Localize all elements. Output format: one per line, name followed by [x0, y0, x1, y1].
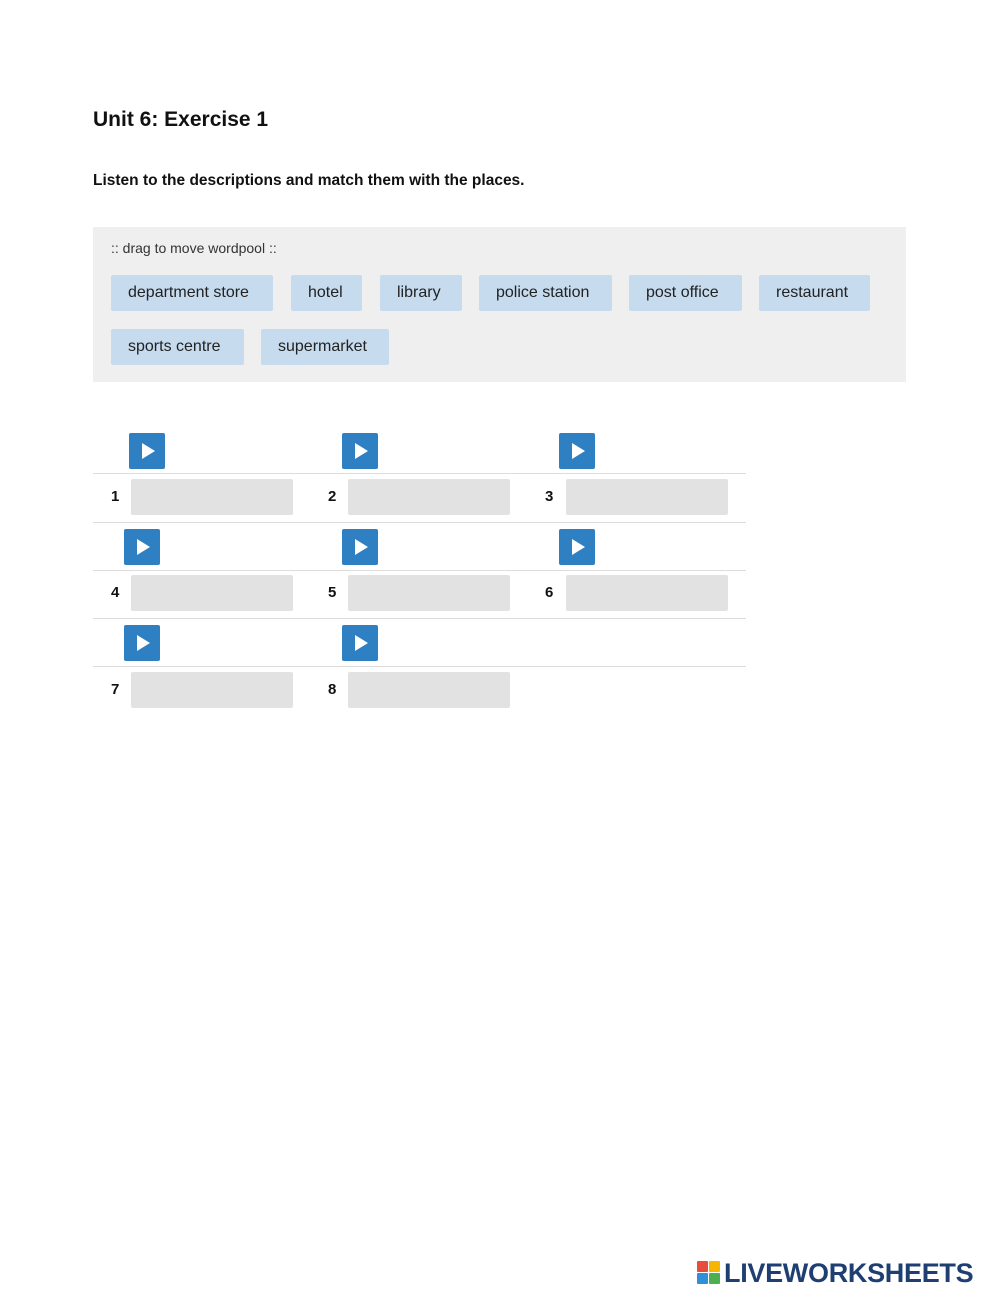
answer-drop-box-8[interactable]: [348, 672, 510, 708]
play-button-6[interactable]: [559, 529, 595, 565]
play-button-8[interactable]: [342, 625, 378, 661]
play-icon: [342, 529, 378, 565]
item-number: 2: [328, 488, 337, 505]
word-chip[interactable]: library: [380, 275, 462, 311]
page-title: Unit 6: Exercise 1: [93, 108, 269, 131]
word-chip[interactable]: police station: [479, 275, 612, 311]
answer-drop-box-4[interactable]: [131, 575, 293, 611]
row-divider: [93, 570, 746, 571]
answer-drop-box-1[interactable]: [131, 479, 293, 515]
item-number: 1: [111, 488, 120, 505]
logo-icon: [697, 1261, 721, 1285]
item-number: 4: [111, 584, 120, 601]
word-chip[interactable]: department store: [111, 275, 273, 311]
answer-drop-box-6[interactable]: [566, 575, 728, 611]
play-icon: [129, 433, 165, 469]
wordpool[interactable]: [93, 227, 906, 382]
liveworksheets-logo: [697, 1258, 997, 1288]
item-number: 6: [545, 584, 554, 601]
word-chip[interactable]: restaurant: [759, 275, 870, 311]
logo-text: LIVEWORKSHEETS: [724, 1258, 974, 1288]
row-divider: [93, 473, 746, 474]
word-chip[interactable]: sports centre: [111, 329, 244, 365]
word-chip[interactable]: supermarket: [261, 329, 389, 365]
play-button-4[interactable]: [124, 529, 160, 565]
item-number: 7: [111, 681, 120, 698]
answer-drop-box-3[interactable]: [566, 479, 728, 515]
play-button-3[interactable]: [559, 433, 595, 469]
row-divider: [93, 618, 746, 619]
play-icon: [124, 529, 160, 565]
play-button-5[interactable]: [342, 529, 378, 565]
wordpool-drag-handle[interactable]: :: drag to move wordpool ::: [111, 240, 277, 256]
play-button-1[interactable]: [129, 433, 165, 469]
word-chip[interactable]: hotel: [291, 275, 362, 311]
play-icon: [342, 625, 378, 661]
play-button-7[interactable]: [124, 625, 160, 661]
answer-grid: [93, 425, 746, 715]
instructions: Listen to the descriptions and match them with the places.: [93, 172, 525, 189]
play-icon: [124, 625, 160, 661]
answer-drop-box-7[interactable]: [131, 672, 293, 708]
item-number: 5: [328, 584, 337, 601]
item-number: 3: [545, 488, 554, 505]
play-icon: [559, 529, 595, 565]
row-divider: [93, 522, 746, 523]
item-number: 8: [328, 681, 337, 698]
play-button-2[interactable]: [342, 433, 378, 469]
word-chip[interactable]: post office: [629, 275, 742, 311]
answer-drop-box-2[interactable]: [348, 479, 510, 515]
play-icon: [342, 433, 378, 469]
answer-drop-box-5[interactable]: [348, 575, 510, 611]
play-icon: [559, 433, 595, 469]
row-divider: [93, 666, 746, 667]
